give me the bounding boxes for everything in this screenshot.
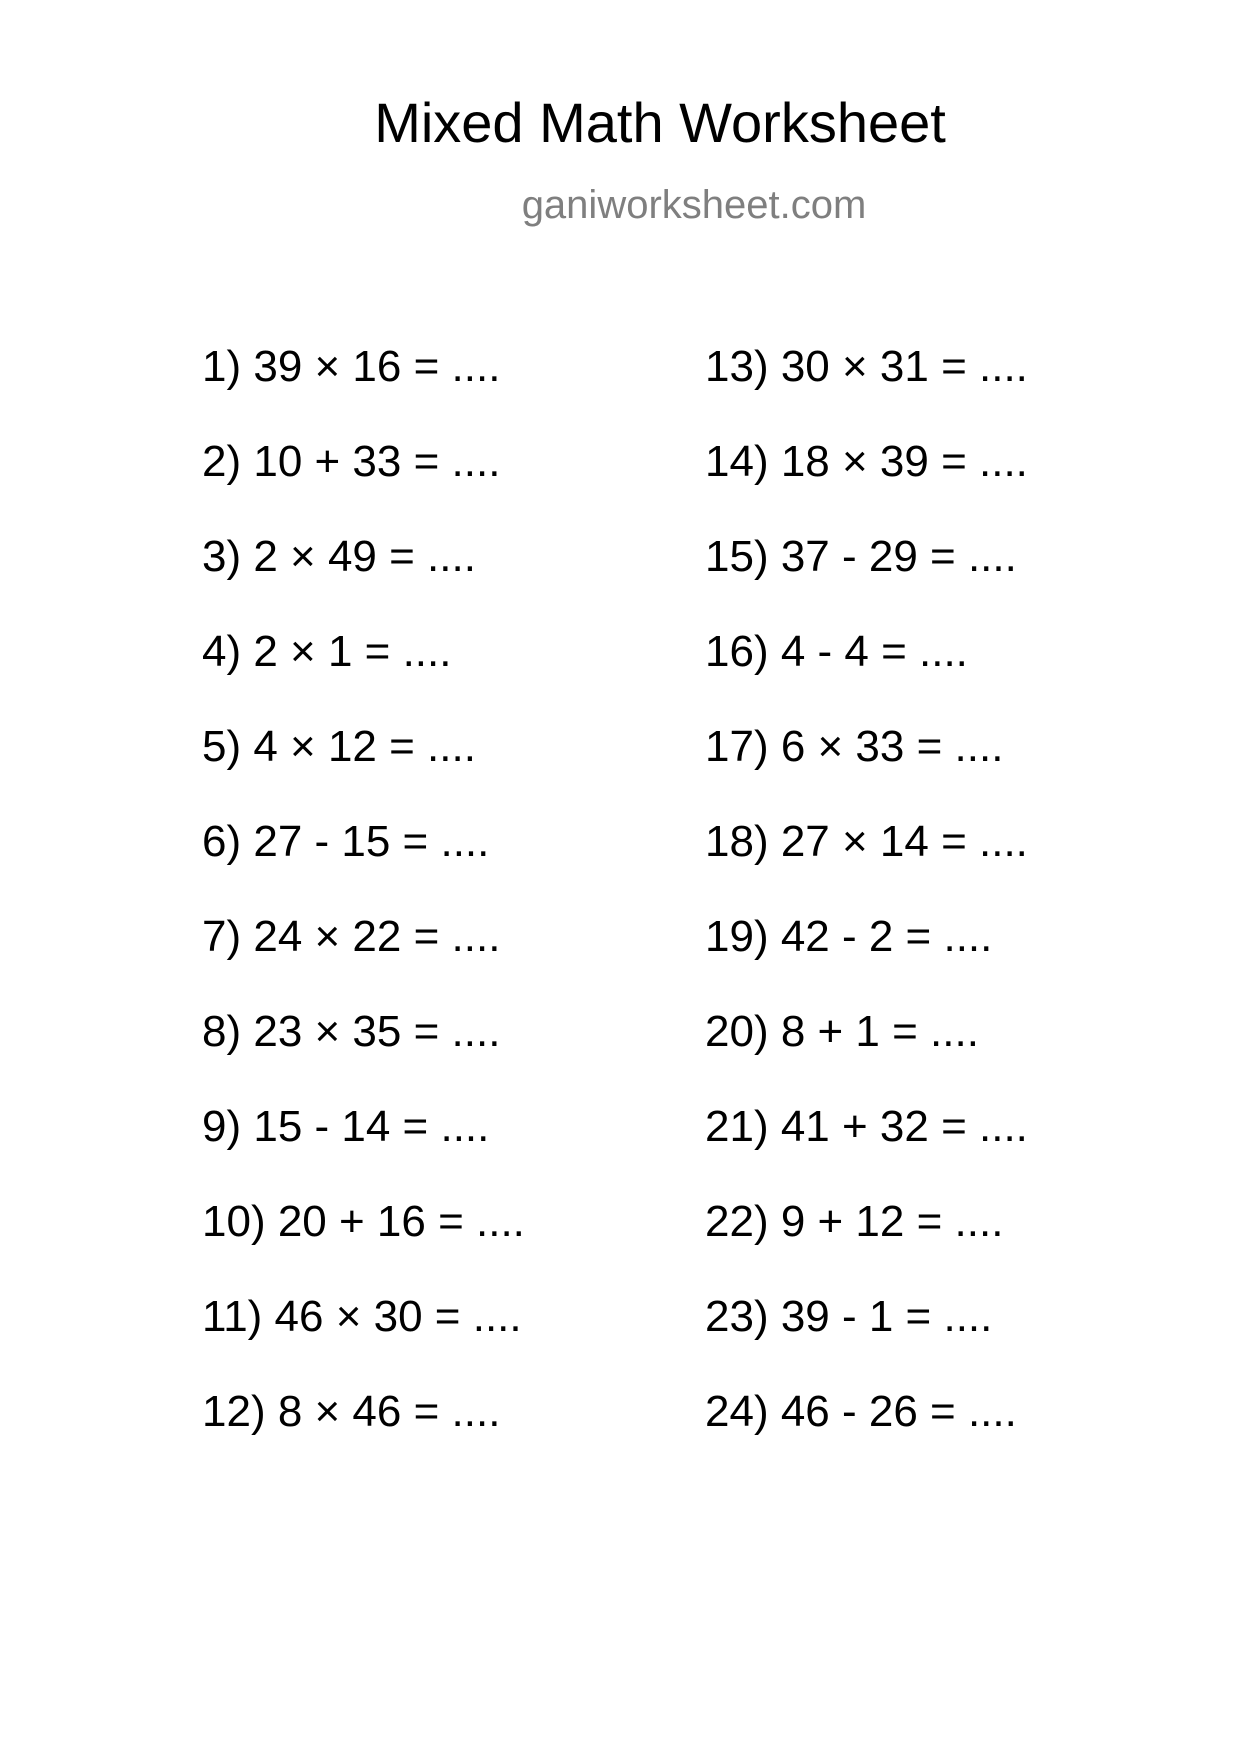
problem-7: 7) 24 × 22 = ....: [202, 912, 501, 961]
problem-2: 2) 10 + 33 = ....: [202, 437, 501, 486]
problem-22: 22) 9 + 12 = ....: [705, 1197, 1004, 1246]
problem-8: 8) 23 × 35 = ....: [202, 1007, 501, 1056]
site-url: ganiworksheet.com: [521, 183, 867, 227]
problem-23: 23) 39 - 1 = ....: [705, 1292, 993, 1341]
problem-17: 17) 6 × 33 = ....: [705, 722, 1004, 771]
problem-13: 13) 30 × 31 = ....: [705, 342, 1028, 391]
problem-10: 10) 20 + 16 = ....: [202, 1197, 525, 1246]
problem-12: 12) 8 × 46 = ....: [202, 1387, 501, 1436]
problem-11: 11) 46 × 30 = ....: [202, 1292, 522, 1341]
problem-9: 9) 15 - 14 = ....: [202, 1102, 490, 1151]
problem-14: 14) 18 × 39 = ....: [705, 437, 1028, 486]
problem-3: 3) 2 × 49 = ....: [202, 532, 476, 581]
problem-16: 16) 4 - 4 = ....: [705, 627, 968, 676]
problem-1: 1) 39 × 16 = ....: [202, 342, 501, 391]
problem-15: 15) 37 - 29 = ....: [705, 532, 1017, 581]
problem-4: 4) 2 × 1 = ....: [202, 627, 452, 676]
problem-20: 20) 8 + 1 = ....: [705, 1007, 979, 1056]
problem-6: 6) 27 - 15 = ....: [202, 817, 490, 866]
problem-21: 21) 41 + 32 = ....: [705, 1102, 1028, 1151]
problem-5: 5) 4 × 12 = ....: [202, 722, 476, 771]
problem-18: 18) 27 × 14 = ....: [705, 817, 1028, 866]
problem-24: 24) 46 - 26 = ....: [705, 1387, 1017, 1436]
problem-19: 19) 42 - 2 = ....: [705, 912, 993, 961]
page-title: Mixed Math Worksheet: [374, 91, 946, 154]
